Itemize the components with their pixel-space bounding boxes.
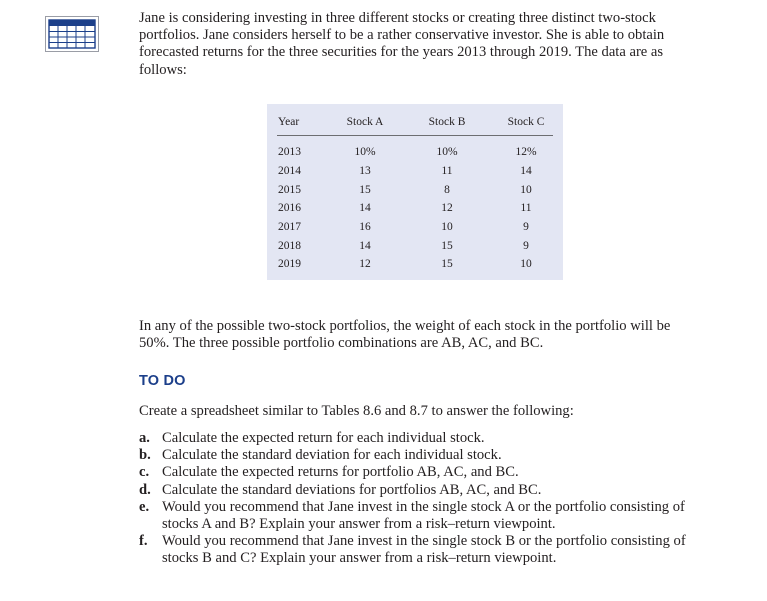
cell-stock-c: 11 [520, 202, 532, 214]
portfolio-weights-paragraph: In any of the possible two-stock portfolios, the weight of each stock in the portfolio will be 50%. The three possible portfolio combinations are AB, AC, and BC. [139, 318, 671, 352]
header-stock-a: Stock A [346, 116, 384, 128]
task-text: Would you recommend that Jane invest in the single stock B or the portfolio consisting of stocks B and C? Explain your answer from a risk–return viewpoint. [162, 533, 686, 567]
cell-stock-a: 15 [359, 184, 371, 196]
cell-stock-b: 10 [441, 221, 453, 233]
cell-year: 2019 [278, 258, 301, 270]
header-stock-b: Stock B [428, 116, 466, 128]
cell-stock-c: 10 [520, 258, 532, 270]
task-label: a. [139, 430, 150, 446]
cell-year: 2018 [278, 240, 301, 252]
cell-year: 2016 [278, 202, 301, 214]
cell-year: 2017 [278, 221, 301, 233]
cell-stock-a: 10% [354, 146, 376, 158]
task-text: Calculate the expected returns for portfolio AB, AC, and BC. [162, 464, 519, 481]
cell-stock-c: 9 [523, 240, 529, 252]
task-text: Calculate the expected return for each individual stock. [162, 430, 485, 446]
task-item [139, 464, 699, 481]
cell-stock-b: 8 [444, 184, 450, 196]
cell-stock-c: 12% [515, 146, 537, 158]
cell-stock-b: 15 [441, 240, 453, 252]
todo-heading: TO DO [139, 373, 186, 389]
cell-stock-b: 12 [441, 202, 453, 214]
cell-stock-a: 14 [359, 240, 371, 252]
cell-stock-c: 10 [520, 184, 532, 196]
cell-stock-b: 10% [436, 146, 458, 158]
cell-year: 2013 [278, 146, 301, 158]
cell-stock-a: 13 [359, 165, 371, 177]
intro-paragraph: Jane is considering investing in three different stocks or creating three distinct two-stock portfolios. Jane considers herself to be a rather conservative investor. She is able to obtain forecasted returns for the three securities for the years 2013 through 2019. The data are as follows: [139, 10, 665, 78]
task-item [139, 482, 699, 499]
task-label: e. [139, 498, 150, 515]
cell-year: 2015 [278, 184, 301, 196]
header-stock-c: Stock C [507, 116, 545, 128]
task-item [139, 430, 699, 447]
task-label: d. [139, 481, 151, 498]
todo-intro: Create a spreadsheet similar to Tables 8.6 and 8.7 to answer the following: [139, 403, 574, 419]
task-list [139, 430, 699, 568]
task-item [139, 447, 699, 464]
task-label: c. [139, 464, 150, 481]
cell-stock-c: 9 [523, 221, 529, 233]
cell-stock-c: 14 [520, 165, 532, 177]
task-text: Calculate the standard deviation for each individual stock. [162, 447, 502, 464]
cell-stock-a: 12 [359, 258, 371, 270]
cell-stock-b: 11 [441, 165, 453, 177]
header-rule [277, 135, 553, 136]
task-item [139, 533, 699, 567]
returns-table [267, 104, 563, 280]
task-label: b. [139, 447, 151, 464]
cell-stock-b: 15 [441, 258, 453, 270]
cell-stock-a: 16 [359, 221, 371, 233]
cell-stock-a: 14 [359, 202, 371, 214]
task-text: Would you recommend that Jane invest in the single stock A or the portfolio consisting of stocks A and B? Explain your answer from a risk–return viewpoint. [162, 498, 685, 533]
task-text: Calculate the standard deviations for portfolios AB, AC, and BC. [162, 481, 542, 498]
spreadsheet-icon [45, 16, 99, 52]
task-label: f. [139, 533, 148, 550]
header-year: Year [278, 116, 300, 128]
task-item [139, 499, 699, 533]
cell-year: 2014 [278, 165, 301, 177]
